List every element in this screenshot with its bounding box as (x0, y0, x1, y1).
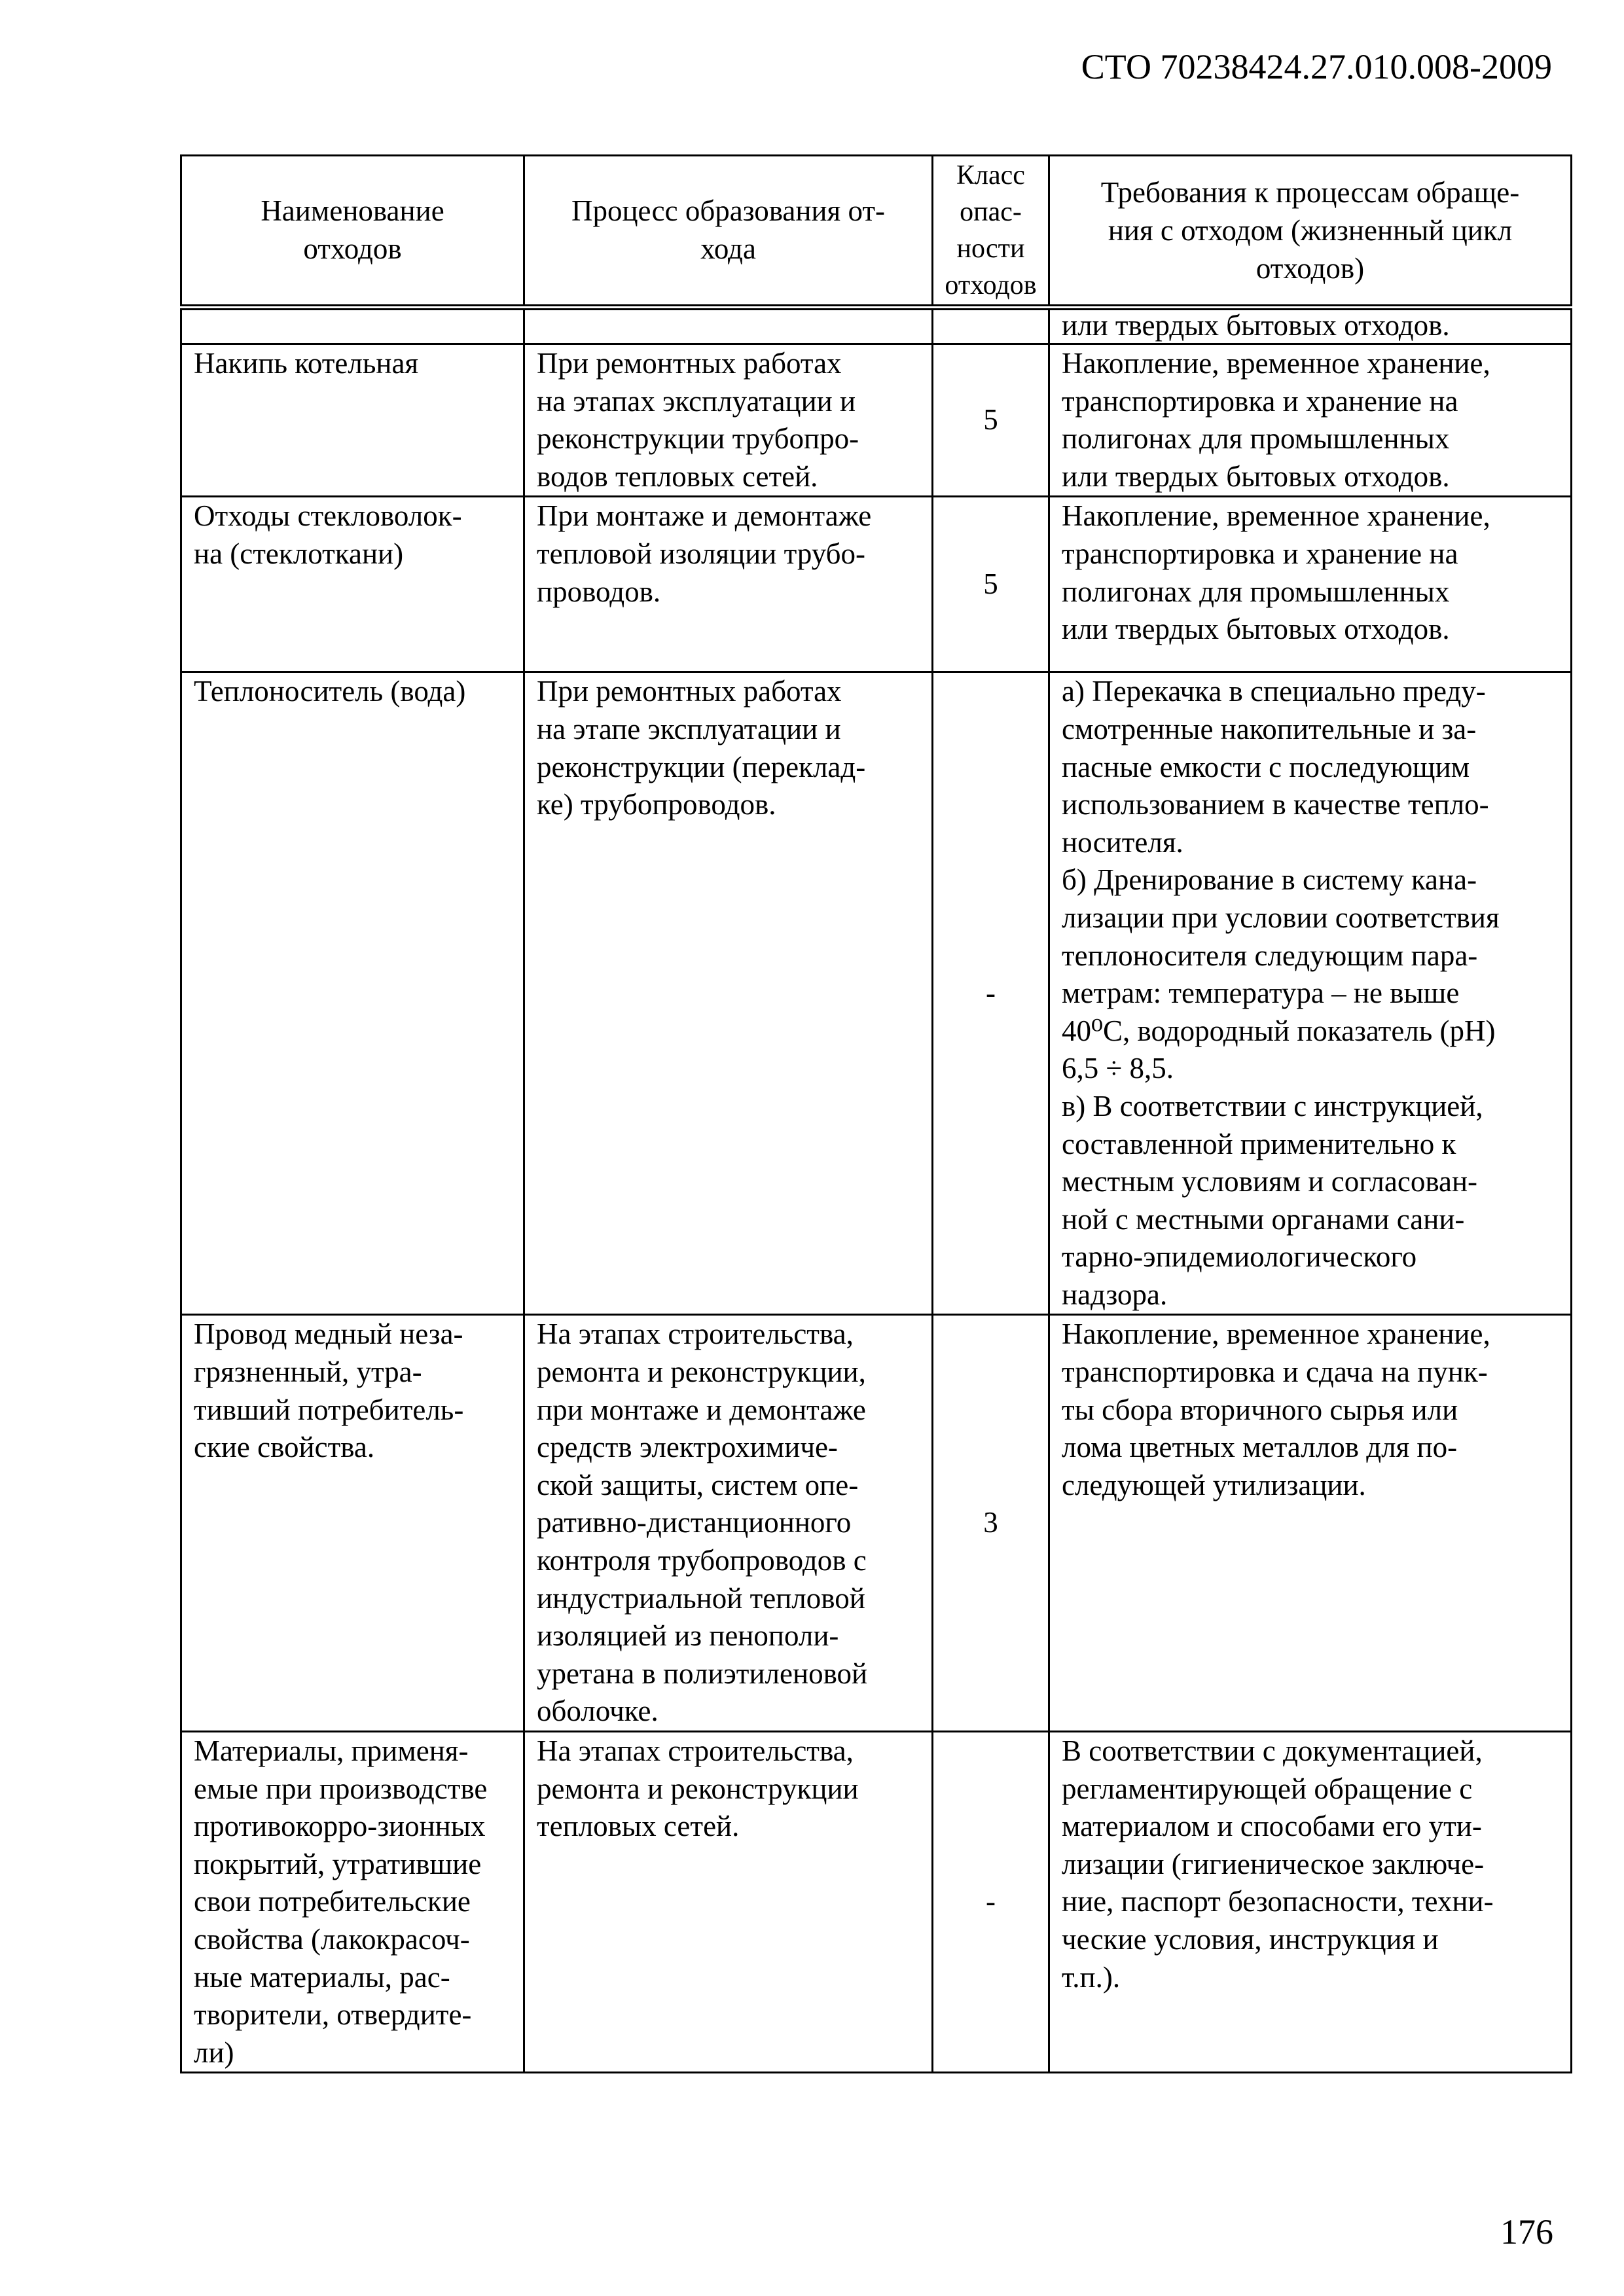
continuation-empty-cell (933, 308, 1049, 344)
handling-requirements: В соответствии с документацией, регламентирующей обращение с материалом и способами его ути- лизации (гигиеническое заключе- ние, паспорт безопасности, техни- ческие условия, инструкция и т.п.). (1049, 1732, 1572, 2073)
waste-name: Материалы, применя- емые при производстве противокорро-зионных покрытий, утратившие свои потребительские свойства (лакокрасоч- ные материалы, рас- творители, отвердите- ли) (181, 1732, 524, 2073)
formation-process: На этапах строительства, ремонта и реконструкции, при монтаже и демонтаже средств электрохимиче- ской защиты, систем опе- ративно-дистанционного контроля трубопроводов с индустриальной тепловой изоляцией из пенополи- уретана в полиэтиленовой оболочке. (524, 1315, 933, 1732)
hazard-class: 5 (933, 497, 1049, 672)
column-header-waste-name: Наименование отходов (181, 156, 524, 308)
formation-process: При ремонтных работах на этапе эксплуатации и реконструкции (переклад- ке) трубопроводов. (524, 672, 933, 1315)
table-row (181, 497, 1572, 672)
document-code: СТО 70238424.27.010.008-2009 (1081, 47, 1552, 86)
continuation-empty-cell (181, 308, 524, 344)
waste-table (180, 154, 1572, 2073)
column-header-hazard-class: Класс опас- ности отходов (933, 156, 1049, 308)
waste-name: Отходы стекловолок- на (стеклоткани) (181, 497, 524, 672)
hazard-class: - (933, 672, 1049, 1315)
column-header-handling-requirements: Требования к процессам обраще- ния с отходом (жизненный цикл отходов) (1049, 156, 1572, 308)
hazard-class: 5 (933, 344, 1049, 497)
table-row (181, 1315, 1572, 1732)
continuation-row (181, 308, 1572, 344)
handling-requirements: Накопление, временное хранение, транспортировка и хранение на полигонах для промышленных или твердых бытовых отходов. (1049, 497, 1572, 672)
table-row (181, 672, 1572, 1315)
table-row (181, 1732, 1572, 2073)
column-header-formation-process: Процесс образования от- хода (524, 156, 933, 308)
formation-process: При монтаже и демонтаже тепловой изоляции трубо- проводов. (524, 497, 933, 672)
handling-requirements: Накопление, временное хранение, транспортировка и хранение на полигонах для промышленных или твердых бытовых отходов. (1049, 344, 1572, 497)
formation-process: На этапах строительства, ремонта и реконструкции тепловых сетей. (524, 1732, 933, 2073)
continuation-empty-cell (524, 308, 933, 344)
page-number: 176 (1500, 2212, 1553, 2251)
hazard-class: - (933, 1732, 1049, 2073)
continuation-text: или твердых бытовых отходов. (1049, 308, 1572, 344)
table-row (181, 344, 1572, 497)
table-header-row (181, 156, 1572, 308)
formation-process: При ремонтных работах на этапах эксплуатации и реконструкции трубопро- водов тепловых сетей. (524, 344, 933, 497)
handling-requirements: Накопление, временное хранение, транспортировка и сдача на пунк- ты сбора вторичного сырья или лома цветных металлов для по- следующей утилизации. (1049, 1315, 1572, 1732)
handling-requirements: а) Перекачка в специально преду- смотренные накопительные и за- пасные емкости с последующим использованием в качестве тепло- носителя. б) Дренирование в систему кана- лизации при условии соответствия теплоносителя следующим пара- метрам: температура – не выше 40⁰С, водородный показатель (рН) 6,5 ÷ 8,5. в) В соответствии с инструкцией, составленной применительно к местным условиям и согласован- ной с местными органами сани- тарно-эпидемиологического надзора. (1049, 672, 1572, 1315)
hazard-class: 3 (933, 1315, 1049, 1732)
waste-name: Провод медный неза- грязненный, утра- тивший потребитель- ские свойства. (181, 1315, 524, 1732)
waste-name: Накипь котельная (181, 344, 524, 497)
waste-name: Теплоноситель (вода) (181, 672, 524, 1315)
